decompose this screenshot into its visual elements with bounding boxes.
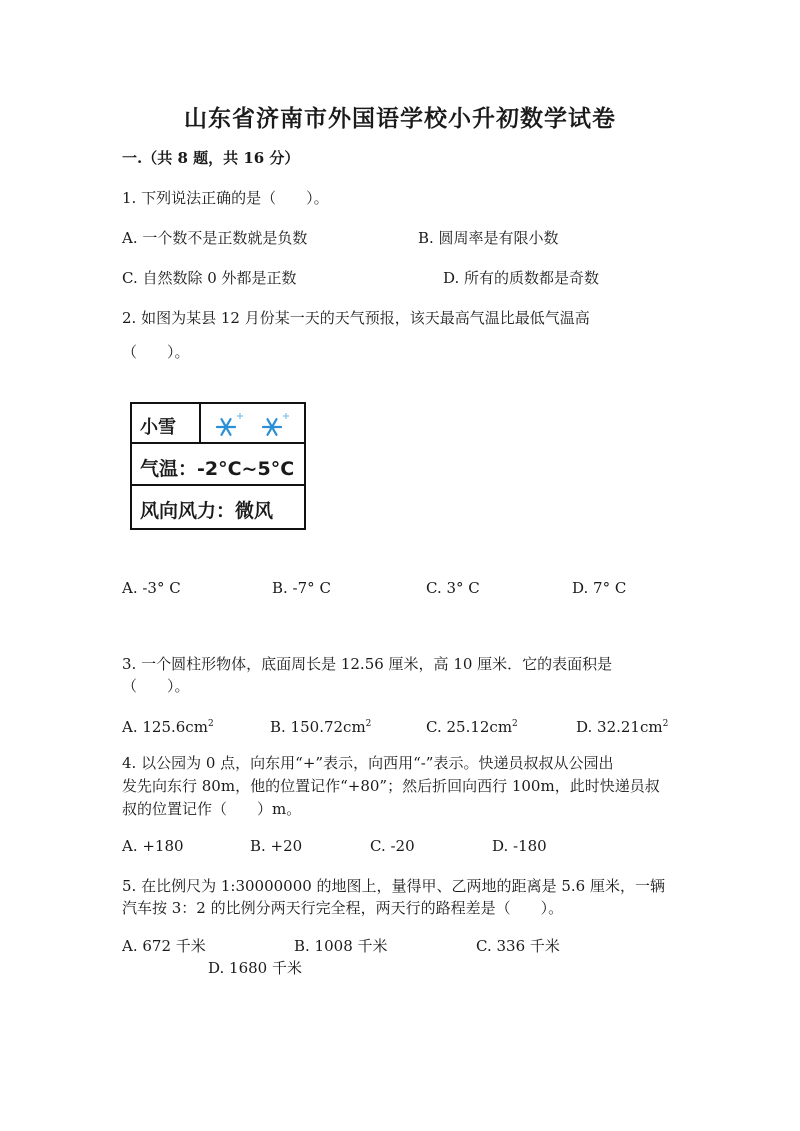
question-4-option-c: C. -20 [370, 837, 415, 855]
cell-divider [199, 404, 201, 444]
question-2-option-c: C. 3° C [426, 579, 480, 597]
unit-superscript: 2 [662, 719, 669, 729]
question-2-option-d: D. 7° C [572, 579, 627, 597]
option-text: C. 25.12cm [426, 718, 513, 736]
option-text: D. 32.21cm [576, 718, 663, 736]
question-5-option-b: B. 1008 千米 [294, 937, 388, 955]
unit-superscript: 2 [207, 719, 214, 729]
question-4-stem-line-2: 发先向东行 80m，他的位置记作“+80”；然后折回向西行 100m，此时快递员叔 [122, 777, 660, 795]
question-1-option-b: B. 圆周率是有限小数 [418, 229, 559, 247]
question-4-option-a: A. +180 [122, 837, 184, 855]
weather-forecast-card [130, 402, 306, 530]
question-3-option-c [426, 714, 518, 737]
question-3-stem-line-2: （ ）。 [122, 677, 190, 695]
question-5-stem-line-1: 5. 在比例尺为 1:30000000 的地图上，量得甲、乙两地的距离是 5.6 厘米，一辆 [122, 877, 665, 895]
unit-superscript: 2 [365, 719, 372, 729]
question-4-option-d: D. -180 [492, 837, 547, 855]
question-1-option-c: C. 自然数除 0 外都是正数 [122, 269, 297, 287]
weather-label: 小雪 [140, 417, 176, 438]
question-1-option-a: A. 一个数不是正数就是负数 [122, 229, 308, 247]
question-2-stem-line-2: （ ）。 [122, 343, 190, 361]
question-4-stem-line-1: 4. 以公园为 0 点，向东用“+”表示，向西用“-”表示。快递员叔叔从公园出 [122, 754, 614, 772]
wind-row [132, 486, 304, 527]
unit-superscript: 2 [512, 719, 518, 729]
option-text: A. 125.6cm [122, 718, 208, 736]
temperature-label: 气温：-2°C~5°C [140, 458, 295, 480]
page-title: 山东省济南市外国语学校小升初数学试卷 [184, 105, 616, 132]
question-3-option-a [122, 714, 214, 737]
question-1-option-d: D. 所有的质数都是奇数 [443, 269, 600, 287]
question-5-stem-line-2: 汽车按 3：2 的比例分两天行完全程，两天行的路程差是（ ）。 [122, 899, 564, 917]
question-5-option-c: C. 336 千米 [476, 937, 560, 955]
section-heading: 一.（共 8 题，共 16 分） [122, 149, 300, 167]
wind-label: 风向风力：微风 [140, 500, 274, 522]
question-2-option-a: A. -3° C [122, 579, 181, 597]
question-3-stem-line-1: 3. 一个圆柱形物体，底面周长是 12.56 厘米，高 10 厘米．它的表面积是 [122, 655, 613, 673]
question-3-option-d [576, 714, 668, 737]
weather-row [132, 404, 304, 444]
question-5-option-a: A. 672 千米 [122, 937, 206, 955]
temperature-row [132, 444, 304, 486]
question-3-option-b [270, 714, 371, 737]
question-2-stem-line-1: 2. 如图为某县 12 月份某一天的天气预报，该天最高气温比最低气温高 [122, 309, 590, 327]
snowflake-icon [204, 410, 304, 440]
question-1-stem: 1. 下列说法正确的是（ ）。 [122, 189, 329, 207]
option-text: B. 150.72cm [270, 718, 366, 736]
question-5-option-d: D. 1680 千米 [208, 959, 302, 977]
question-2-option-b: B. -7° C [272, 579, 331, 597]
question-4-stem-line-3: 叔的位置记作（ ）m。 [122, 800, 302, 818]
question-4-option-b: B. +20 [250, 837, 303, 855]
